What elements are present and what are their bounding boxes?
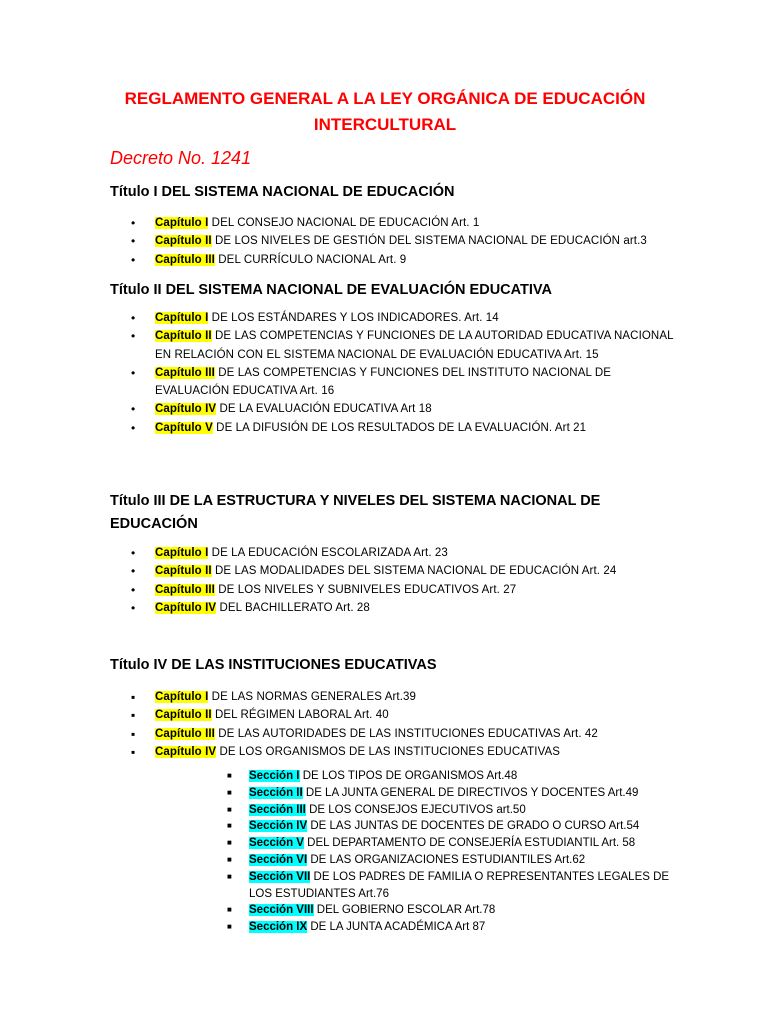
chapter-label: Capítulo II (155, 330, 212, 343)
chapter-text: DE LOS NIVELES DE GESTIÓN DEL SISTEMA NACIONAL DE EDUCACIÓN art.3 (211, 235, 647, 248)
section-text: DE LA JUNTA ACADÉMICA Art 87 (307, 921, 486, 934)
chapter-text: DE LOS NIVELES Y SUBNIVELES EDUCATIVOS Art. 27 (214, 583, 517, 596)
section-label: Sección IV (249, 820, 308, 833)
list-item (131, 400, 675, 418)
square-bullet-icon: ■ (227, 804, 232, 814)
bullet-icon: • (131, 582, 136, 597)
section-label: Sección II (249, 786, 303, 799)
section-label: Sección I (249, 770, 300, 782)
list-item (131, 562, 675, 580)
chapter-text: DEL BACHILLERATO Art. 28 (216, 601, 370, 614)
list-item (131, 544, 675, 562)
section-label: Sección III (249, 803, 306, 816)
list-item (131, 743, 675, 761)
bullet-icon: • (131, 311, 136, 325)
section-text: DE LOS TIPOS DE ORGANISMOS Art.48 (299, 770, 518, 782)
square-bullet-icon: ■ (227, 821, 232, 831)
list-item (227, 919, 679, 936)
titulo-ii-heading: Título II DEL SISTEMA NACIONAL DE EVALUACIÓN EDUCATIVA (110, 282, 552, 298)
section-label: Sección VII (249, 870, 311, 883)
chapter-label: Capítulo III (155, 366, 215, 379)
chapter-text: DE LAS AUTORIDADES DE LAS INSTITUCIONES EDUCATIVAS Art. 42 (214, 727, 598, 740)
chapter-text: DE LA EVALUACIÓN EDUCATIVA Art 18 (216, 403, 432, 416)
bullet-icon: ▪ (131, 744, 136, 759)
titulo-i-chapter-list (131, 214, 675, 269)
chapter-text: DEL RÉGIMEN LABORAL Art. 40 (211, 709, 389, 722)
decree-number: Decreto No. 1241 (110, 148, 252, 168)
chapter-text: DE LOS ORGANISMOS DE LAS INSTITUCIONES EDUCATIVAS (216, 745, 561, 758)
section-text: DE LOS CONSEJOS EJECUTIVOS art.50 (305, 803, 526, 816)
list-item (227, 835, 679, 852)
chapter-label: Capítulo I (155, 691, 209, 703)
list-item (227, 852, 679, 869)
square-bullet-icon: ■ (227, 838, 232, 848)
list-item (131, 688, 675, 706)
list-item (131, 725, 675, 743)
bullet-icon: ▪ (131, 690, 136, 704)
bullet-icon: • (131, 234, 136, 249)
square-bullet-icon: ■ (227, 854, 232, 864)
section-list (227, 768, 679, 936)
document-title-line-1: REGLAMENTO GENERAL A LA LEY ORGÁNICA DE EDUCACIÓN (124, 89, 646, 108)
chapter-label: Capítulo IV (155, 745, 217, 758)
list-item (227, 785, 679, 802)
section-text: DE LAS JUNTAS DE DOCENTES DE GRADO O CURSO Art.54 (307, 820, 640, 833)
square-bullet-icon: ■ (227, 905, 232, 915)
chapter-label: Capítulo I (155, 217, 209, 229)
chapter-text: DE LOS ESTÁNDARES Y LOS INDICADORES. Art. 14 (208, 312, 499, 324)
document-title-line-2: INTERCULTURAL (313, 115, 457, 134)
titulo-i-heading: Título I DEL SISTEMA NACIONAL DE EDUCACIÓN (110, 184, 455, 200)
chapter-label: Capítulo I (155, 547, 209, 559)
chapter-label: Capítulo I (155, 312, 209, 324)
chapter-text: DE LA EDUCACIÓN ESCOLARIZADA Art. 23 (208, 547, 448, 559)
titulo-iii-chapter-list (131, 544, 675, 617)
chapter-text: DEL CONSEJO NACIONAL DE EDUCACIÓN Art. 1 (208, 217, 480, 229)
bullet-icon: • (131, 420, 136, 435)
chapter-text: DEL CURRÍCULO NACIONAL Art. 9 (214, 253, 407, 266)
square-bullet-icon: ■ (227, 871, 232, 881)
bullet-icon: • (131, 546, 136, 560)
chapter-label: Capítulo III (155, 583, 215, 596)
chapter-text: DE LAS MODALIDADES DEL SISTEMA NACIONAL DE EDUCACIÓN Art. 24 (211, 565, 617, 578)
section-text: DE LA JUNTA GENERAL DE DIRECTIVOS Y DOCENTES Art.49 (302, 786, 639, 799)
chapter-text: DE LAS COMPETENCIAS Y FUNCIONES DEL INSTITUTO NACIONAL DE EVALUACIÓN EDUCATIVA Art. 16 (155, 366, 612, 398)
section-text: DEL DEPARTAMENTO DE CONSEJERÍA ESTUDIANTIL Art. 58 (303, 837, 636, 850)
square-bullet-icon: ■ (227, 771, 232, 780)
chapter-label: Capítulo II (155, 565, 212, 578)
chapter-text: DE LAS COMPETENCIAS Y FUNCIONES DE LA AUTORIDAD EDUCATIVA NACIONAL EN RELACIÓN CON EL SISTEMA NACIONAL DE EVALUACIÓN EDUCATIVA Art. 15 (155, 330, 674, 361)
list-item (131, 364, 675, 401)
bullet-icon: • (131, 564, 136, 579)
chapter-label: Capítulo III (155, 253, 215, 266)
chapter-label: Capítulo IV (155, 403, 217, 416)
section-label: Sección V (249, 837, 304, 850)
list-item (131, 327, 675, 364)
section-label: Sección IX (249, 921, 308, 934)
titulo-ii-chapter-list (131, 309, 675, 437)
chapter-label: Capítulo II (155, 709, 212, 722)
bullet-icon: • (131, 365, 136, 380)
titulo-iii-heading: Título III DE LA ESTRUCTURA Y NIVELES DEL SISTEMA NACIONAL DE EDUCACIÓN (110, 493, 601, 532)
square-bullet-icon: ■ (227, 922, 232, 932)
bullet-icon: ▪ (131, 726, 136, 741)
list-item (131, 214, 675, 232)
titulo-iv-heading: Título IV DE LAS INSTITUCIONES EDUCATIVAS (110, 657, 437, 673)
chapter-label: Capítulo V (155, 421, 213, 434)
chapter-label: Capítulo IV (155, 601, 217, 614)
section-text: DE LAS ORGANIZACIONES ESTUDIANTILES Art.62 (307, 853, 586, 866)
list-item (131, 251, 675, 269)
list-item (227, 802, 679, 819)
section-label: Sección VIII (249, 904, 314, 917)
bullet-icon: ▪ (131, 708, 136, 723)
document-title (100, 86, 670, 138)
list-item (131, 309, 675, 327)
list-item (131, 419, 675, 437)
bullet-icon: • (131, 252, 136, 267)
section-text: DE LOS PADRES DE FAMILIA O REPRESENTANTES LEGALES DE LOS ESTUDIANTES Art.76 (249, 870, 670, 900)
chapter-text: DE LAS NORMAS GENERALES Art.39 (208, 691, 417, 703)
list-item (131, 706, 675, 724)
chapter-label: Capítulo II (155, 235, 212, 248)
list-item (227, 869, 679, 903)
titulo-iv-chapter-list (131, 688, 675, 761)
bullet-icon: • (131, 600, 136, 615)
bullet-icon: • (131, 216, 136, 230)
chapter-label: Capítulo III (155, 727, 215, 740)
list-item (131, 599, 675, 617)
chapter-text: DE LA DIFUSIÓN DE LOS RESULTADOS DE LA EVALUACIÓN. Art 21 (212, 421, 587, 434)
section-label: Sección VI (249, 853, 308, 866)
list-item (131, 232, 675, 250)
list-item (227, 768, 679, 785)
list-item (131, 581, 675, 599)
list-item (227, 818, 679, 835)
list-item (227, 902, 679, 919)
bullet-icon: • (131, 402, 136, 417)
square-bullet-icon: ■ (227, 787, 232, 797)
section-text: DEL GOBIERNO ESCOLAR Art.78 (313, 904, 496, 917)
bullet-icon: • (131, 329, 136, 344)
